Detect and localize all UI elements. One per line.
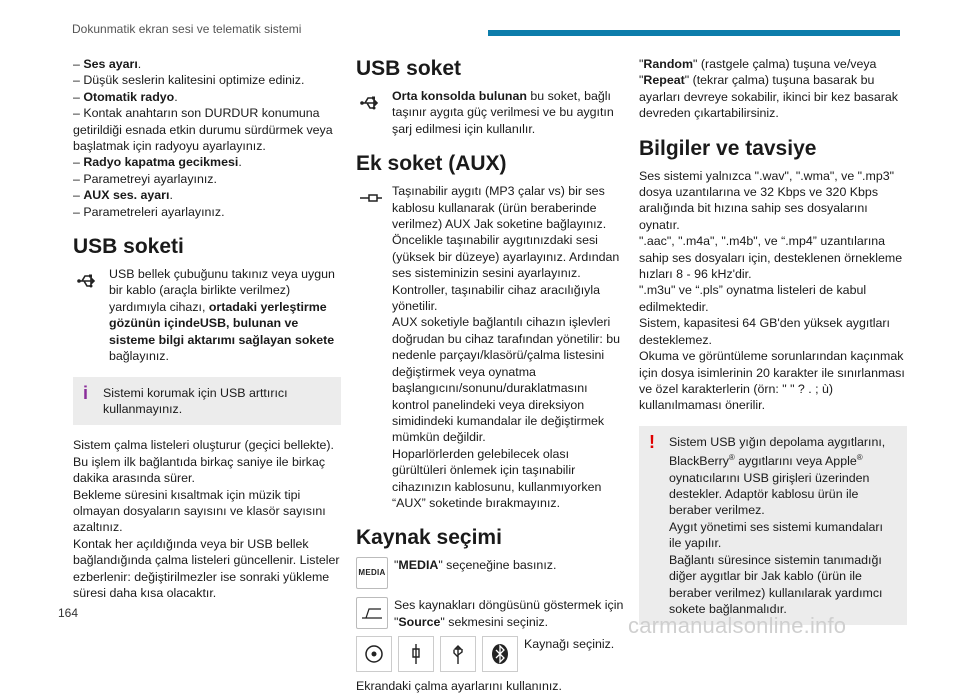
usb-instruction: USB bellek çubuğunu takınız veya uygun bir kablo (araçla birlikte verilmez) yardımıyla cihazı, ortadaki yerleştirme gözünün içindeUSB, bulunan ve sisteme bilgi aktarımı sağlayan sokete bağlayınız. <box>73 266 341 364</box>
list-item: – Parametreyi ayarlayınız. <box>73 171 217 186</box>
aux-instruction: Taşınabilir aygıtı (MP3 çalar vs) bir ses kablosu kullanarak (ürün beraberinde verilmez) AUX Jak soketine bağlayınız. Öncelikle taşınabilir aygıtınızdaki sesi (yüksek bir düzeye) ayarlayınız. Ardından ses sisteminizin sesini ayarlayınız. Kontroller, taşınabilir cihaz aracılığıyla yönetilir. AUX soketiyle bağlantılı cihazın işlevleri doğrudan bu cihaz tarafından yönetilir: bu nedenle parçayı/klasörü/çalma listesini değiştirmek veya oynatma başlangıcını/sonunu/duraklatmasını kontrol panelindeki veya direksiyon simidindeki kumandalar ile değiştirmek mümkün değildir. Hoparlörlerden gelebilecek olası gürültüleri önlemek için taşınabilir cihazınızın kablosunu, kullanmıyorken “AUX” soketinde bırakmayınız. <box>356 183 624 511</box>
section-heading-aux: Ek soket (AUX) <box>356 152 507 176</box>
section-heading-kaynak: Kaynak seçimi <box>356 526 502 550</box>
settings-list <box>73 56 341 220</box>
random-repeat-paragraph: "Random" (rastgele çalma) tuşuna ve/veya "Repeat" (tekrar çalma) tuşuna basarak bu ayarları devreye sokabilir, ikinci bir kez basarak devreden çıkartabilirsiniz. <box>639 57 898 121</box>
usb-charge-instruction: Orta konsolda bulunan bu soket, bağlı taşınır aygıta güç verilmesi ve bu aygıtın şarj edilmesi için kullanılır. <box>356 88 624 137</box>
media-instruction: MEDIA "MEDIA" seçeneğine basınız. <box>356 557 624 589</box>
watermark: carmanualsonline.info <box>628 613 847 638</box>
source-tab-icon <box>356 597 388 629</box>
media-button-icon: MEDIA <box>356 557 388 589</box>
aux-jack-icon <box>356 183 386 213</box>
list-item: – Kontak anahtarın son DURDUR konumuna getirildiği esnada etkin durumu sürdürmek veya başlatmak için radyoyu ayarlayınız. <box>73 106 333 154</box>
info-note: i Sistemi korumak için USB arttırıcı kullanmayınız. <box>73 377 341 426</box>
section-heading-bilgiler: Bilgiler ve tavsiye <box>639 136 817 160</box>
source-select-instruction: Kaynağı seçiniz. <box>356 636 624 672</box>
playback-settings-text: Ekrandaki çalma ayarlarını kullanınız. <box>356 679 562 694</box>
warning-icon: ! <box>649 431 655 452</box>
list-item: – Parametreleri ayarlayınız. <box>73 204 225 219</box>
bluetooth-icon <box>482 636 518 672</box>
column-1 <box>73 56 341 601</box>
list-item: – AUX ses. ayarı. <box>73 188 173 203</box>
column-3 <box>639 56 907 625</box>
list-item: – Düşük seslerin kalitesini optimize ediniz. <box>73 73 305 88</box>
playlist-paragraph: Sistem çalma listeleri oluşturur (geçici bellekte). Bu işlem ilk bağlantıda birkaç saniye ile birkaç dakika arasında sürer. Bekleme süresini kısaltmak için müzik tipi olmayan dosyaların sayısını ve klasör sayısını azaltınız. Kontak her açıldığında veya bir USB bellek bağlandığında çalma listeleri güncellenir. Listeler ezberlenir: değiştirilmezler ise sonraki yükleme süresi daha kısa olacaktır. <box>73 438 340 600</box>
running-header: Dokunmatik ekran sesi ve telematik sistemi <box>72 22 302 36</box>
info-icon: i <box>83 382 89 403</box>
usb-icon <box>356 88 386 118</box>
list-item: – Radyo kapatma gecikmesi. <box>73 155 242 170</box>
column-2 <box>356 56 624 695</box>
usb-icon <box>440 636 476 672</box>
source-icon-row <box>356 636 518 672</box>
cd-icon <box>356 636 392 672</box>
list-item: – Otomatik radyo. <box>73 89 178 104</box>
section-heading-usb-soket: USB soket <box>356 57 462 80</box>
aux-plug-icon <box>398 636 434 672</box>
source-tab-instruction: Ses kaynakları döngüsünü göstermek için "Source" sekmesini seçiniz. <box>356 597 624 630</box>
header-accent-bar <box>488 30 900 36</box>
section-heading-usb-soketi: USB soketi <box>73 235 184 259</box>
list-item: – Ses ayarı. <box>73 57 142 71</box>
info-paragraph: Ses sistemi yalnızca ".wav", ".wma", ve ".mp3" dosya uzantılarına ve 32 Kbps ve 320 Kbps aralığında bit hızına sahip ses dosyalarını oynatır. ".aac", ".m4a", ".m4b", ve “.mp4” uzantılarına sahip ses dosyaları için, desteklenen örnekleme hızları 8 - 96 kHz'dir. ".m3u" ve “.pls” oynatma listeleri de kabul edilmektedir. Sistem, kapasitesi 64 GB'den yüksek aygıtları desteklemez. Okuma ve görüntüleme sorunlarından kaçınmak için dosya isimlerinin 20 karakter ile sınırlanması ve özel karakterlerin (örn: " " ? . ; ù) kullanılmaması önerilir. <box>639 168 905 413</box>
usb-icon <box>73 266 103 296</box>
warning-note: ! Sistem USB yığın depolama aygıtlarını, BlackBerry® aygıtlarını veya Apple® oynatıcılarını USB girişleri üzerinden destekler. Adaptör kablosu ürün ile beraber verilmez. Aygıt yönetimi ses sistemi kumandaları ile yapılır. Bağlantı süresince sistemin tanımadığı diğer aygıtlar bir Jak kablo (ürün ile beraber verilmez) kullanılarak yardımcı sokete bağlanmalıdır. <box>639 426 907 626</box>
page-number: 164 <box>58 606 79 620</box>
